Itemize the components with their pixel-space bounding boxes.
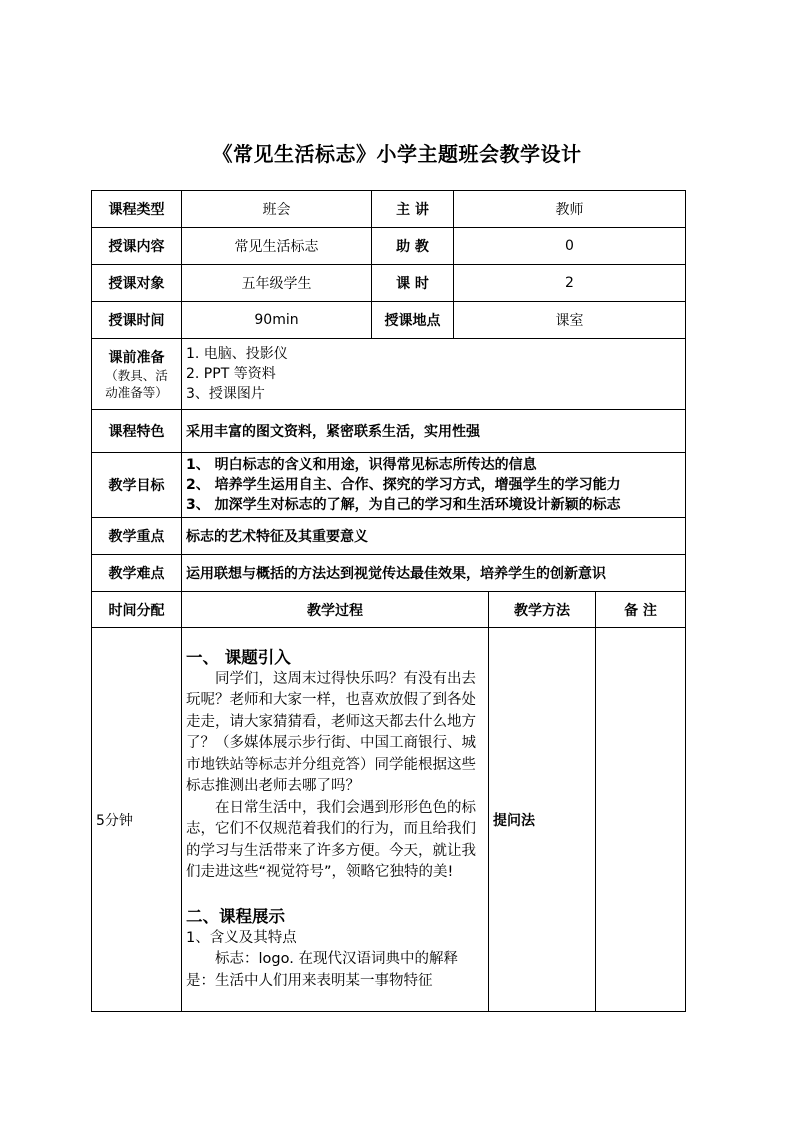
- prep-label: 课前准备: [108, 350, 165, 366]
- schedule-notes: [596, 628, 686, 1012]
- assistant-value: 0: [454, 228, 686, 265]
- paragraph: 标志：logo. 在现代汉语词典中的解释是：生活中人们用来表明某一事物特征: [186, 951, 458, 989]
- row-schedule-header: [92, 592, 686, 628]
- place-value: 课室: [454, 302, 686, 339]
- row-course-type: [92, 191, 686, 228]
- prep-sublabel-2: 动准备等）: [105, 385, 168, 400]
- subheading: 1、含义及其特点: [186, 929, 297, 946]
- paragraph: 同学们，这周末过得快乐吗？有没有出去玩呢？老师和大家一样，也喜欢放假了到各处走走，请大家猜猜看，老师这天都去什么地方了？（多媒体展示步行街、中国工商银行、城市地铁站等标志并分组竞答）同学能根据这些标志推测出老师去哪了吗？: [186, 670, 476, 795]
- section1-heading: 一、 课题引入: [186, 647, 291, 667]
- course-type-label: 课程类型: [92, 191, 182, 228]
- lecturer-value: 教师: [454, 191, 686, 228]
- header-method: 教学方法: [489, 592, 596, 628]
- content-label: 授课内容: [92, 228, 182, 265]
- time-value: 90min: [182, 302, 372, 339]
- prep-item: 3、授课图片: [186, 386, 265, 402]
- goals-label: 教学目标: [92, 453, 182, 518]
- row-difficulties: [92, 555, 686, 592]
- content-value: 常见生活标志: [182, 228, 372, 265]
- section2-heading: 二、课程展示: [186, 906, 285, 926]
- prep-item: 1. 电脑、投影仪: [186, 346, 288, 362]
- row-goals: [92, 453, 686, 518]
- row-key-points: [92, 518, 686, 555]
- header-notes: 备 注: [596, 592, 686, 628]
- prep-label-cell: [92, 339, 182, 410]
- place-label: 授课地点: [372, 302, 454, 339]
- row-schedule: [92, 628, 686, 1012]
- paragraph: 在日常生活中，我们会遇到形形色色的标志，它们不仅规范着我们的行为，而且给我们的学习与生活带来了许多方便。今天，就让我们走进这些“视觉符号”，领略它独特的美!: [186, 799, 476, 881]
- features-label: 课程特色: [92, 410, 182, 453]
- row-prep: [92, 339, 686, 410]
- schedule-time: 5分钟: [92, 628, 182, 1012]
- audience-value: 五年级学生: [182, 265, 372, 302]
- difficulties-text: 运用联想与概括的方法达到视觉传达最佳效果，培养学生的创新意识: [182, 555, 686, 592]
- audience-label: 授课对象: [92, 265, 182, 302]
- prep-sublabel-1: （教具、活: [105, 368, 168, 383]
- goal-item: 1、 明白标志的含义和用途，识得常见标志所传达的信息: [186, 457, 537, 473]
- prep-list: [182, 339, 686, 410]
- header-time: 时间分配: [92, 592, 182, 628]
- page-title: 《常见生活标志》小学主题班会教学设计: [212, 142, 582, 166]
- row-time: [92, 302, 686, 339]
- key-points-label: 教学重点: [92, 518, 182, 555]
- lecturer-label: 主 讲: [372, 191, 454, 228]
- row-audience: [92, 265, 686, 302]
- goals-list: [182, 453, 686, 518]
- difficulties-label: 教学难点: [92, 555, 182, 592]
- goal-item: 2、 培养学生运用自主、合作、探究的学习方式，增强学生的学习能力: [186, 477, 621, 493]
- schedule-method: 提问法: [489, 628, 596, 1012]
- row-content: [92, 228, 686, 265]
- hours-value: 2: [454, 265, 686, 302]
- row-features: [92, 410, 686, 453]
- prep-item: 2. PPT 等资料: [186, 366, 276, 382]
- goal-item: 3、 加深学生对标志的了解，为自己的学习和生活环境设计新颖的标志: [186, 497, 621, 513]
- features-text: 采用丰富的图文资料，紧密联系生活，实用性强: [182, 410, 686, 453]
- time-label: 授课时间: [92, 302, 182, 339]
- header-process: 教学过程: [182, 592, 489, 628]
- course-type-value: 班会: [182, 191, 372, 228]
- lesson-plan-table: [91, 190, 686, 1012]
- assistant-label: 助 教: [372, 228, 454, 265]
- hours-label: 课 时: [372, 265, 454, 302]
- key-points-text: 标志的艺术特征及其重要意义: [182, 518, 686, 555]
- schedule-process: [182, 628, 489, 1012]
